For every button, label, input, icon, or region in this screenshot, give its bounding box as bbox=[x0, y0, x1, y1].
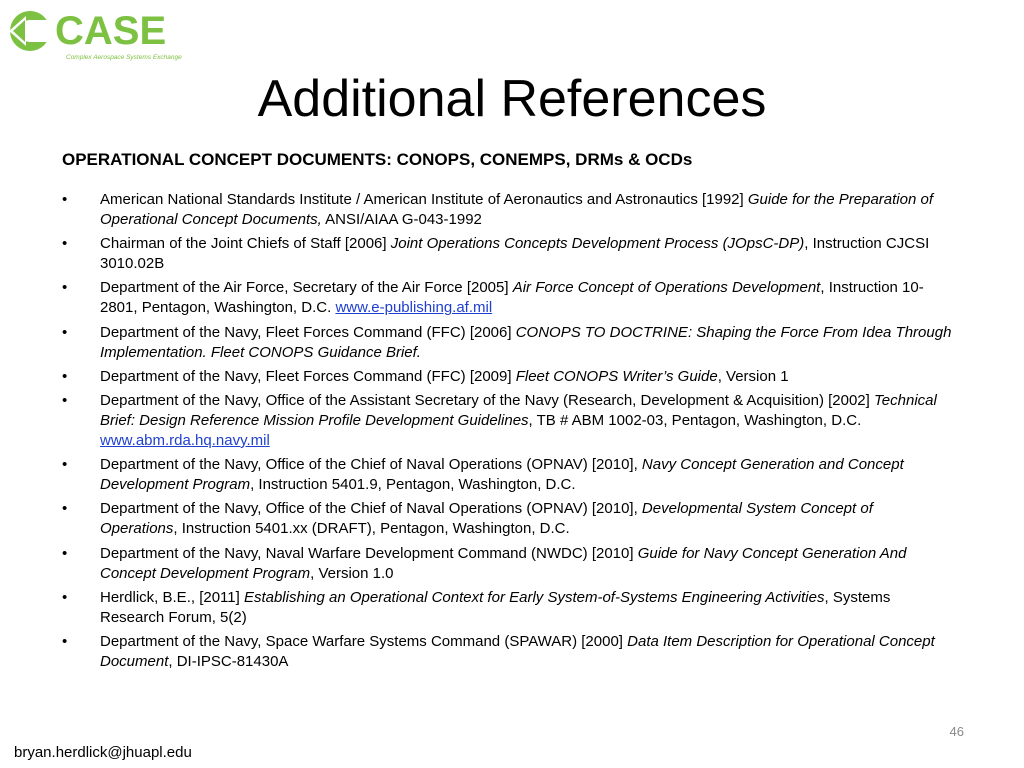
reference-title: Data Item Description for Operational Concept Document bbox=[100, 632, 935, 670]
bullet-icon: • bbox=[62, 500, 68, 518]
reference-details: , Version 1 bbox=[717, 367, 789, 385]
reference-item bbox=[62, 190, 954, 230]
reference-item bbox=[62, 632, 954, 672]
reference-text: Department of the Navy, Office of the Chief of Naval Operations (OPNAV) [2010], bbox=[100, 456, 642, 474]
bullet-icon: • bbox=[62, 456, 68, 474]
reference-text: Department of the Navy, Space Warfare Systems Command (SPAWAR) [2000] bbox=[100, 632, 628, 650]
reference-item bbox=[62, 234, 954, 274]
reference-text: Department of the Navy, Fleet Forces Command (FFC) [2009] bbox=[100, 367, 516, 385]
reference-details: , Instruction 10-2801, Pentagon, Washington, D.C. bbox=[100, 279, 924, 317]
reference-text: Department of the Navy, Office of the Assistant Secretary of the Navy (Research, Development & Acquisition) [2002] bbox=[100, 391, 874, 409]
reference-list bbox=[62, 190, 954, 676]
reference-details: , TB # ABM 1002-03, Pentagon, Washington, D.C. bbox=[528, 411, 862, 429]
reference-link[interactable]: www.e-publishing.af.mil bbox=[335, 299, 493, 317]
reference-item bbox=[62, 391, 954, 451]
reference-title: CONOPS TO DOCTRINE: Shaping the Force From Idea Through Implementation. Fleet CONOPS Guidance Brief. bbox=[100, 323, 952, 361]
reference-title: Fleet CONOPS Writer’s Guide bbox=[515, 367, 718, 385]
reference-details: , Instruction 5401.9, Pentagon, Washington, D.C. bbox=[250, 476, 576, 494]
logo-subtitle: Complex Aerospace Systems Exchange bbox=[66, 54, 182, 61]
reference-text: Department of the Navy, Naval Warfare Development Command (NWDC) [2010] bbox=[100, 544, 638, 562]
reference-item bbox=[62, 499, 954, 539]
reference-link[interactable]: www.abm.rda.hq.navy.mil bbox=[100, 431, 270, 449]
reference-title: Air Force Concept of Operations Development bbox=[512, 279, 821, 297]
reference-text: Chairman of the Joint Chiefs of Staff [2006] bbox=[100, 235, 391, 253]
page-number: 46 bbox=[949, 724, 964, 739]
case-logo bbox=[6, 6, 198, 62]
reference-details: , DI-IPSC-81430A bbox=[168, 652, 289, 670]
reference-text: Herdlick, B.E., [2011] bbox=[100, 588, 244, 606]
reference-details: , Instruction 5401.xx (DRAFT), Pentagon, Washington, D.C. bbox=[173, 520, 570, 538]
bullet-icon: • bbox=[62, 279, 68, 297]
reference-title: Joint Operations Concepts Development Process (JOpsC-DP) bbox=[390, 235, 805, 253]
reference-title: Navy Concept Generation and Concept Development Program bbox=[100, 456, 904, 494]
reference-text: Department of the Navy, Office of the Chief of Naval Operations (OPNAV) [2010], bbox=[100, 500, 642, 518]
bullet-icon: • bbox=[62, 235, 68, 253]
reference-details: , Version 1.0 bbox=[310, 564, 394, 582]
bullet-icon: • bbox=[62, 632, 68, 650]
reference-item bbox=[62, 278, 954, 318]
reference-title: Establishing an Operational Context for Early System-of-Systems Engineering Activities bbox=[243, 588, 825, 606]
reference-title: Technical Brief: Design Reference Mission Profile Development Guidelines bbox=[100, 391, 937, 429]
bullet-icon: • bbox=[62, 367, 68, 385]
reference-title: Guide for Navy Concept Generation And Concept Development Program bbox=[100, 544, 907, 582]
bullet-icon: • bbox=[62, 391, 68, 409]
reference-text: Department of the Air Force, Secretary of the Air Force [2005] bbox=[100, 279, 513, 297]
bullet-icon: • bbox=[62, 323, 68, 341]
slide-title: Additional References bbox=[257, 70, 767, 128]
bullet-icon: • bbox=[62, 544, 68, 562]
reference-item bbox=[62, 455, 954, 495]
footer-email: bryan.herdlick@jhuapl.edu bbox=[14, 744, 192, 761]
reference-title: Guide for the Preparation of Operational Concept Documents, bbox=[100, 191, 933, 228]
reference-title: Developmental System Concept of Operations bbox=[100, 500, 873, 538]
logo-wordmark: CASE bbox=[55, 9, 167, 53]
reference-item bbox=[62, 367, 954, 387]
bullet-icon: • bbox=[62, 191, 68, 208]
reference-item bbox=[62, 544, 954, 584]
reference-item bbox=[62, 323, 954, 363]
bullet-icon: • bbox=[62, 588, 68, 606]
reference-item bbox=[62, 588, 954, 628]
reference-text: American National Standards Institute / American Institute of Aeronautics and Astronautics [1992] bbox=[100, 191, 748, 208]
reference-details: , Systems Research Forum, 5(2) bbox=[100, 588, 891, 626]
section-heading: OPERATIONAL CONCEPT DOCUMENTS: CONOPS, CONEMPS, DRMs & OCDs bbox=[62, 150, 693, 169]
reference-text: Department of the Navy, Fleet Forces Command (FFC) [2006] bbox=[100, 323, 516, 341]
circular-arrow-icon bbox=[9, 11, 52, 51]
reference-details: ANSI/AIAA G-043-1992 bbox=[321, 211, 482, 228]
reference-details: , Instruction CJCSI 3010.02B bbox=[100, 235, 930, 273]
